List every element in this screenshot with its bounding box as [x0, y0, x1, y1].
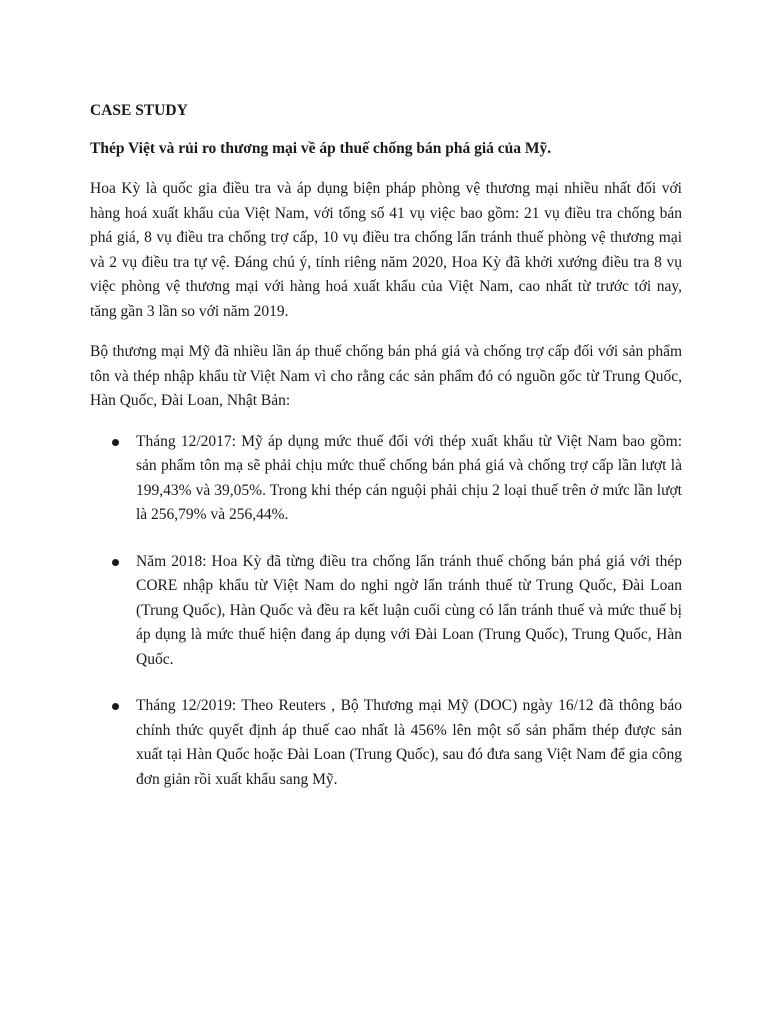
bullet-text: Tháng 12/2017: Mỹ áp dụng mức thuế đối với thép xuất khẩu từ Việt Nam bao gồm: sản phẩm tôn mạ sẽ phải chịu mức thuế chống bán phá giá và chống trợ cấp lần lượt là 199,43% và 39,05%. Trong khi thép cán nguội phải chịu 2 loại thuế trên ở mức lần lượt là 256,79% và 256,44%. — [136, 432, 682, 523]
bullet-item-2018 — [90, 550, 682, 673]
bullet-icon — [112, 439, 119, 446]
paragraph-background: Bộ thương mại Mỹ đã nhiều lần áp thuế chống bán phá giá và chống trợ cấp đối với sản phẩm tôn và thép nhập khẩu từ Việt Nam vì cho rằng các sản phẩm đó có nguồn gốc từ Trung Quốc, Hàn Quốc, Đài Loan, Nhật Bản: — [90, 343, 682, 409]
bullet-text: Năm 2018: Hoa Kỳ đã từng điều tra chống lẩn tránh thuế chống bán phá giá với thép CORE nhập khẩu từ Việt Nam do nghi ngờ lẩn tránh thuế từ Trung Quốc, Đài Loan (Trung Quốc), Hàn Quốc và đều ra kết luận cuối cùng có lẩn tránh thuế và mức thuế bị áp dụng là mức thuế hiện đang áp dụng với Đài Loan (Trung Quốc), Trung Quốc, Hàn Quốc. — [136, 552, 682, 668]
bullet-item-2019 — [90, 694, 682, 792]
document-body — [90, 100, 682, 814]
bullet-item-2017 — [90, 430, 682, 528]
bullet-list — [90, 430, 682, 793]
bullet-icon — [112, 559, 119, 566]
case-study-heading: CASE STUDY — [90, 102, 188, 119]
bullet-text: Tháng 12/2019: Theo Reuters , Bộ Thương mại Mỹ (DOC) ngày 16/12 đã thông báo chính thức quyết định áp thuế cao nhất là 456% lên một số sản phẩm thép được sản xuất tại Hàn Quốc hoặc Đài Loan (Trung Quốc), sau đó đưa sang Việt Nam để gia công đơn giản rồi xuất khẩu sang Mỹ. — [136, 697, 682, 788]
bullet-icon — [112, 703, 119, 710]
case-study-title: Thép Việt và rủi ro thương mại về áp thuế chống bán phá giá của Mỹ. — [90, 140, 552, 157]
paragraph-intro: Hoa Kỳ là quốc gia điều tra và áp dụng biện pháp phòng vệ thương mại nhiều nhất đối với hàng hoá xuất khẩu của Việt Nam, với tổng số 41 vụ việc bao gồm: 21 vụ điều tra chống bán phá giá, 8 vụ điều tra chống trợ cấp, 10 vụ điều tra chống lẩn tránh thuế phòng vệ thương mại và 2 vụ điều tra tự vệ. Đáng chú ý, tính riêng năm 2020, Hoa Kỳ đã khởi xướng điều tra 8 vụ việc phòng vệ thương mại với hàng hoá xuất khẩu của Việt Nam, cao nhất từ trước tới nay, tăng gần 3 lần so với năm 2019. — [90, 180, 682, 320]
